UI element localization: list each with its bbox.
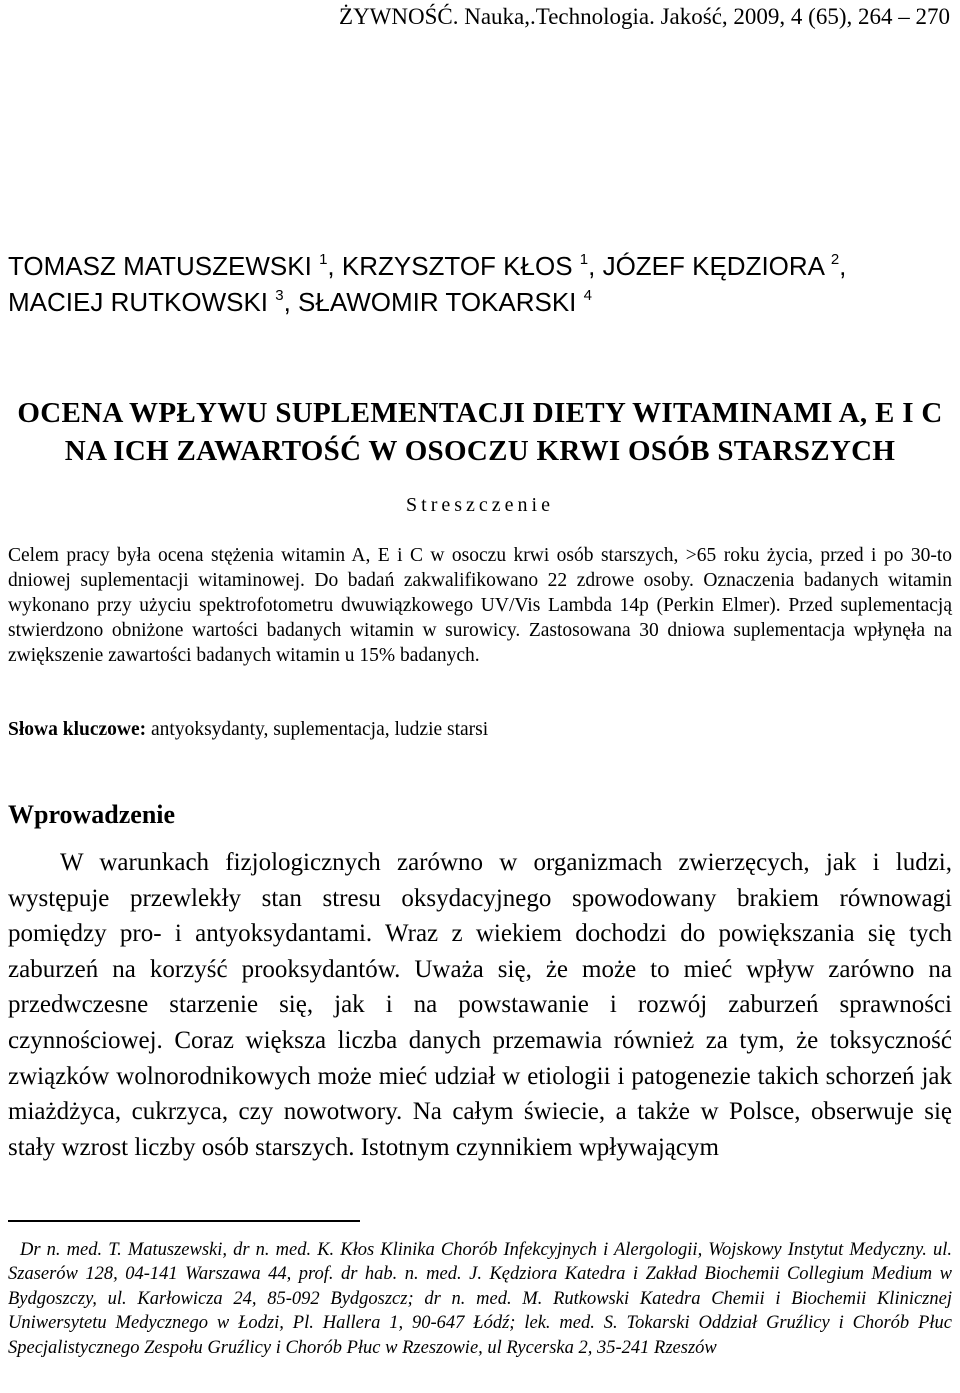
title-line-1: OCENA WPŁYWU SUPLEMENTACJI DIETY WITAMINAMI A, E I C [17,397,943,429]
affiliation-marker: 2 [830,251,840,268]
affiliation-marker: 1 [579,251,589,268]
author-separator: , [283,287,299,317]
author-line-1 [8,248,952,284]
author-list [8,248,952,320]
body-text [8,845,952,1165]
author-name: KRZYSZTOF KŁOS [341,251,580,281]
affiliation-marker: 1 [319,251,328,268]
intro-paragraph: W warunkach fizjologicznych zarówno w organizmach zwierzęcych, jak i ludzi, występuje przewlekły stan stresu oksydacyjnego spowodowany brakiem równowagi pomiędzy pro- i antyoksydantami. Wraz z wiekiem dochodzi do powiększania się tych zaburzeń na korzyść prooksydantów. Uważa się, że może to mieć wpływ zarówno na przedwczesne starzenie się, jak i na powstawanie i rozwój zaburzeń sprawności czynnościowej. Coraz większa liczba danych przemawia również za tym, że toksyczność związków wolnorodnikowych może mieć udział w etiologii i patogenezie takich schorzeń jak miażdżyca, cukrzyca, czy nowotwory. Na całym świecie, a także w Polsce, obserwuje się stały wzrost liczby osób starszych. Istotnym czynnikiem wpływającym [8,849,952,1161]
keywords [8,719,952,741]
affiliation-marker: 4 [583,287,592,304]
author-name: JÓZEF KĘDZIORA [602,251,831,281]
section-heading: Wprowadzenie [8,800,176,829]
abstract [8,543,952,668]
keywords-label: Słowa kluczowe: [8,719,147,740]
affiliation-marker: 3 [275,287,284,304]
footnote [8,1238,952,1360]
author-name: SŁAWOMIR TOKARSKI [298,287,584,317]
running-head: ŻYWNOŚĆ. Nauka,.Technologia. Jakość, 2009, 4 (65), 264 – 270 [339,4,950,29]
footnote-rule [8,1220,360,1222]
footnote-text: Dr n. med. T. Matuszewski, dr n. med. K. Kłos Klinika Chorób Infekcyjnych i Alergologii, Wojskowy Instytut Medyczny. ul. Szaserów 128, 04-141 Warszawa 44, prof. dr hab. n. med. J. Kędziora Katedra i Zakład Biochemii Collegium Medium w Bydgoszczy, ul. Karłowicza 24, 85-092 Bydgoszcz; dr n. med. M. Rutkowski Katedra Chemii i Biochemii Klinicznej Uniwersytetu Medycznego w Łodzi, Pl. Hallera 1, 90-647 Łódź; lek. med. S. Tokarski Oddział Gruźlicy i Chorób Płuc Specjalistycznego Zespołu Gruźlicy i Chorób Płuc w Rzeszowie, ul Rycerska 2, 35-241 Rzeszów [8,1240,952,1358]
author-separator: , [588,251,603,281]
author-line-2 [8,284,952,320]
keywords-text: antyoksydanty, suplementacja, ludzie starsi [146,719,489,740]
author-name: TOMASZ MATUSZEWSKI [8,251,320,281]
paper-title [0,394,960,470]
title-line-2: NA ICH ZAWARTOŚĆ W OSOCZU KRWI OSÓB STARSZYCH [64,435,896,467]
author-name: MACIEJ RUTKOWSKI [8,287,276,317]
author-separator: , [327,251,342,281]
abstract-heading: Streszczenie [406,494,554,516]
abstract-text: Celem pracy była ocena stężenia witamin A, E i C w osoczu krwi osób starszych, >65 roku życia, przed i po 30-to dniowej suplementacji witaminowej. Do badań zakwalifikowano 22 zdrowe osoby. Oznaczenia badanych witamin wykonano przy użyciu spektrofotometru dwuwiązkowego UV/Vis Lambda 14p (Perkin Elmer). Przed suplementacją stwierdzono obniżone wartości badanych witamin w surowicy. Zastosowana 30 dniowa suplementacja wpłynęła na zwiększenie zawartości badanych witamin u 15% badanych. [8,545,952,666]
author-separator: , [839,251,847,281]
